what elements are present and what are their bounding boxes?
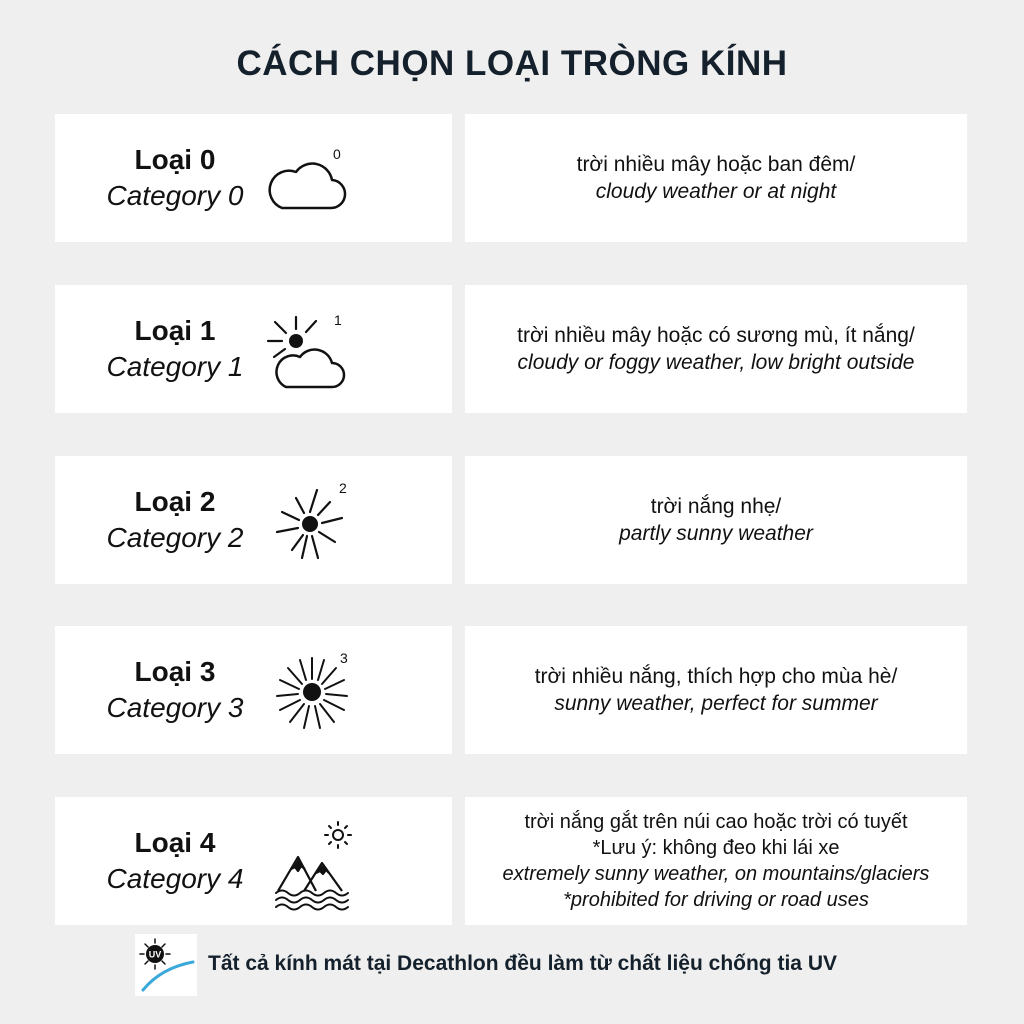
uv-logo-text: UV [148, 949, 162, 960]
category-card-0 [55, 114, 452, 242]
description-vi: trời nắng nhẹ/ [650, 495, 782, 518]
category-label-en: Category 2 [106, 522, 244, 553]
uv-protection-icon [135, 934, 197, 996]
description-en-note: *prohibited for driving or road uses [563, 889, 869, 911]
description-card-2 [465, 456, 967, 584]
category-badge-0: 0 [333, 146, 341, 162]
description-vi: trời nhiều mây hoặc ban đêm/ [576, 153, 856, 176]
description-vi: trời nắng gắt trên núi cao hoặc trời có tuyết [524, 811, 908, 833]
description-en: extremely sunny weather, on mountains/glaciers [502, 863, 930, 885]
category-label-vi: Loại 4 [134, 827, 216, 858]
mountain-sun-icon [260, 821, 360, 911]
category-label-vi: Loại 2 [134, 486, 216, 517]
footer-note: Tất cả kính mát tại Decathlon đều làm từ chất liệu chống tia UV [208, 952, 837, 975]
description-card-4 [465, 797, 967, 925]
description-vi: trời nhiều nắng, thích hợp cho mùa hè/ [534, 665, 898, 688]
description-en: sunny weather, perfect for summer [554, 692, 878, 715]
description-en: cloudy weather or at night [595, 180, 837, 203]
category-label-vi: Loại 0 [134, 144, 216, 175]
category-card-4 [55, 797, 452, 925]
description-card-3 [465, 626, 967, 754]
cloud-icon [260, 138, 360, 228]
description-en: cloudy or foggy weather, low bright outside [517, 351, 915, 374]
category-label-vi: Loại 3 [134, 656, 216, 687]
description-vi-note: *Lưu ý: không đeo khi lái xe [592, 837, 840, 859]
category-badge-3: 3 [340, 650, 348, 666]
category-card-3 [55, 626, 452, 754]
sun-behind-cloud-icon [260, 309, 360, 399]
description-card-1 [465, 285, 967, 413]
description-card-0 [465, 114, 967, 242]
page-title: CÁCH CHỌN LOẠI TRÒNG KÍNH [236, 44, 788, 83]
category-card-1 [55, 285, 452, 413]
category-label-en: Category 4 [106, 863, 244, 894]
category-badge-1: 1 [334, 312, 342, 328]
category-label-vi: Loại 1 [134, 315, 216, 346]
category-label-en: Category 3 [106, 692, 244, 723]
category-badge-2: 2 [339, 480, 347, 496]
category-card-2 [55, 456, 452, 584]
category-label-en: Category 0 [106, 180, 244, 211]
description-en: partly sunny weather [619, 522, 813, 545]
description-vi: trời nhiều mây hoặc có sương mù, ít nắng/ [517, 324, 915, 347]
category-label-en: Category 1 [106, 351, 244, 382]
